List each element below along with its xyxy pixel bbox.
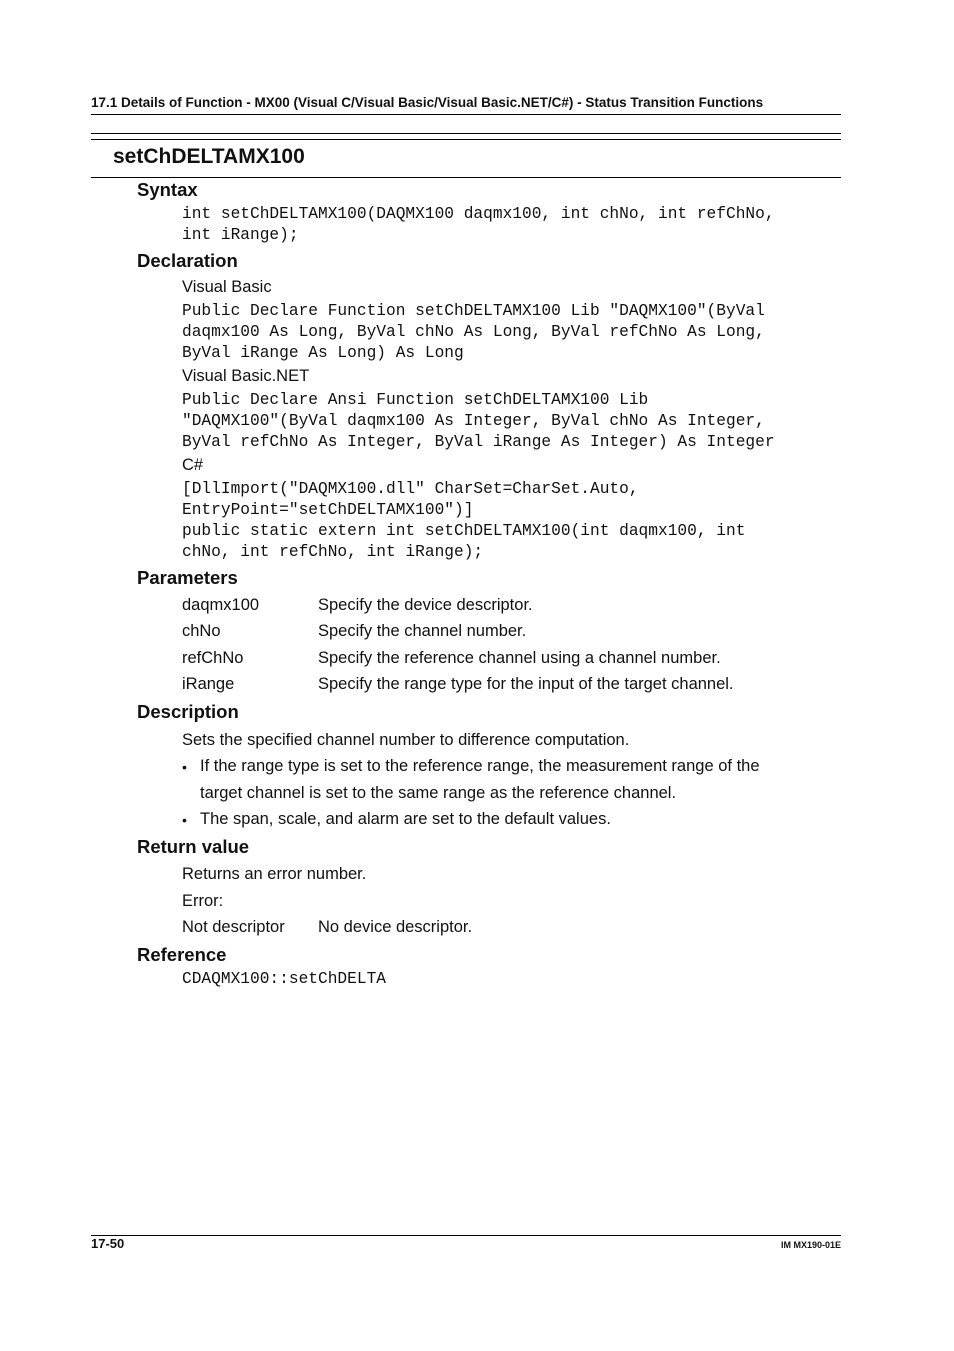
cs-code-line: public static extern int setChDELTAMX100(int daqmx100, int [182, 522, 746, 540]
param-name: daqmx100 [182, 596, 260, 614]
running-header: 17.1 Details of Function - MX00 (Visual C/Visual Basic/Visual Basic.NET/C#) - Status Transition Functions [91, 95, 764, 110]
return-value-heading: Return value [137, 836, 250, 857]
description-heading: Description [137, 701, 239, 722]
title-bottom-rule [91, 177, 841, 178]
parameters-heading: Parameters [137, 567, 238, 588]
syntax-line: int setChDELTAMX100(DAQMX100 daqmx100, int chNo, int refChNo, [182, 205, 775, 223]
param-desc: Specify the range type for the input of the target channel. [318, 675, 734, 693]
vb-code-line: Public Declare Function setChDELTAMX100 Lib "DAQMX100"(ByVal [182, 302, 765, 320]
title-top-rule-2 [91, 139, 841, 140]
bullet-text: target channel is set to the same range as the reference channel. [200, 784, 677, 802]
reference-heading: Reference [137, 944, 227, 965]
param-desc: Specify the device descriptor. [318, 596, 533, 614]
function-title: setChDELTAMX100 [113, 145, 305, 168]
param-desc: Specify the reference channel using a channel number. [318, 649, 721, 667]
bullet-dot: • [182, 812, 187, 828]
title-top-rule [91, 133, 841, 134]
reference-code: CDAQMX100::setChDELTA [182, 970, 386, 988]
bullet-text: The span, scale, and alarm are set to the default values. [200, 810, 611, 828]
vbnet-label: Visual Basic.NET [182, 367, 310, 385]
error-name: Not descriptor [182, 918, 285, 936]
return-value-text: Returns an error number. [182, 865, 367, 883]
error-label: Error: [182, 892, 224, 910]
error-desc: No device descriptor. [318, 918, 473, 936]
syntax-line: int iRange); [182, 226, 299, 244]
cs-code-line: chNo, int refChNo, int iRange); [182, 543, 484, 561]
vbnet-code-line: "DAQMX100"(ByVal daqmx100 As Integer, ByVal chNo As Integer, [182, 412, 765, 430]
cs-label: C# [182, 456, 204, 474]
bullet-text: If the range type is set to the reference range, the measurement range of the [200, 757, 760, 775]
vbnet-code-line: Public Declare Ansi Function setChDELTAMX100 Lib [182, 391, 649, 409]
param-name: chNo [182, 622, 221, 640]
cs-code-line: EntryPoint="setChDELTAMX100")] [182, 501, 474, 519]
declaration-heading: Declaration [137, 250, 238, 271]
header-rule [91, 114, 841, 115]
description-intro: Sets the specified channel number to difference computation. [182, 731, 630, 749]
vb-code-line: daqmx100 As Long, ByVal chNo As Long, ByVal refChNo As Long, [182, 323, 765, 341]
cs-code-line: [DllImport("DAQMX100.dll" CharSet=CharSet.Auto, [182, 480, 639, 498]
vbnet-code-line: ByVal refChNo As Integer, ByVal iRange As Integer) As Integer [182, 433, 775, 451]
vb-label: Visual Basic [182, 278, 272, 296]
bullet-dot: • [182, 759, 187, 775]
vb-code-line: ByVal iRange As Long) As Long [182, 344, 464, 362]
param-desc: Specify the channel number. [318, 622, 527, 640]
footer-rule [91, 1235, 841, 1236]
param-name: iRange [182, 675, 235, 693]
param-name: refChNo [182, 649, 244, 667]
document-id: IM MX190-01E [780, 1240, 841, 1250]
syntax-heading: Syntax [137, 179, 198, 200]
page-number: 17-50 [91, 1236, 125, 1251]
